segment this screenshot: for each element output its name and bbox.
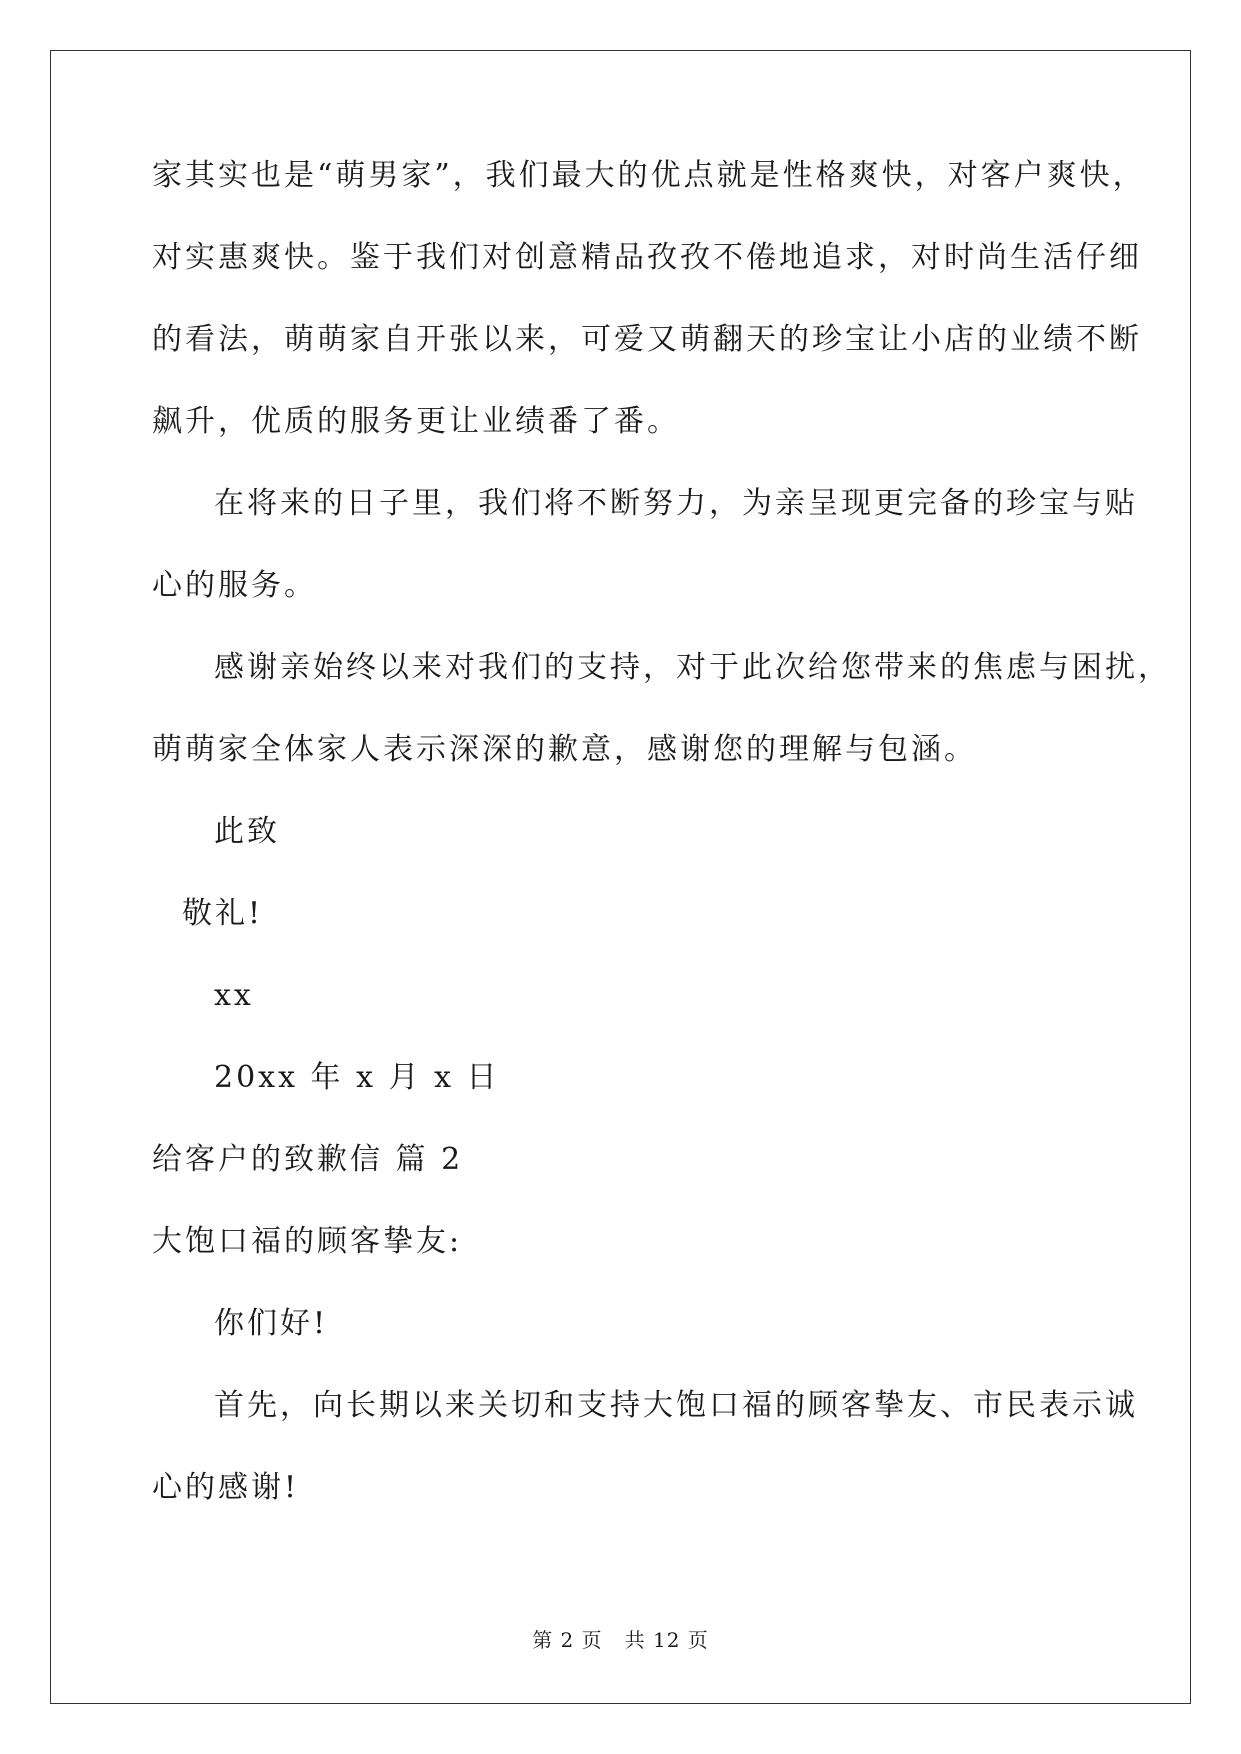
body-text-line: 在将来的日子里，我们将不断努力，为亲呈现更完备的珍宝与贴 (214, 486, 1138, 521)
body-text-line: 飙升，优质的服务更让业绩番了番。 (152, 404, 680, 439)
body-text-line: 对实惠爽快。鉴于我们对创意精品孜孜不倦地追求，对时尚生活仔细 (152, 240, 1142, 275)
body-text-line: 的看法，萌萌家自开张以来，可爱又萌翻天的珍宝让小店的业绩不断 (152, 322, 1142, 357)
body-text-line: 家其实也是“萌男家”，我们最大的优点就是性格爽快，对客户爽快， (152, 158, 1146, 193)
letter-date: 20xx 年 x 月 x 日 (214, 1060, 500, 1095)
body-text-line: 心的感谢! (152, 1470, 300, 1505)
body-text-line: 心的服务。 (152, 568, 317, 603)
greeting-recipient: 大饱口福的顾客挚友: (152, 1224, 463, 1259)
section-heading: 给客户的致歉信 篇 2 (152, 1142, 464, 1177)
closing-regards: 敬礼! (182, 896, 264, 931)
page-total: 共 12 页 (624, 1628, 709, 1652)
page-footer (0, 1628, 1241, 1652)
body-text-line: 感谢亲始终以来对我们的支持，对于此次给您带来的焦虑与困扰， (214, 650, 1171, 685)
page-frame (50, 50, 1191, 1704)
body-text-line: 首先，向长期以来关切和支持大饱口福的顾客挚友、市民表示诚 (214, 1388, 1138, 1423)
signature: xx (214, 978, 254, 1013)
body-text-line: 萌萌家全体家人表示深深的歉意，感谢您的理解与包涵。 (152, 732, 977, 767)
greeting: 你们好! (214, 1306, 329, 1341)
closing-salutation: 此致 (214, 814, 280, 849)
page-number: 第 2 页 (532, 1628, 603, 1652)
